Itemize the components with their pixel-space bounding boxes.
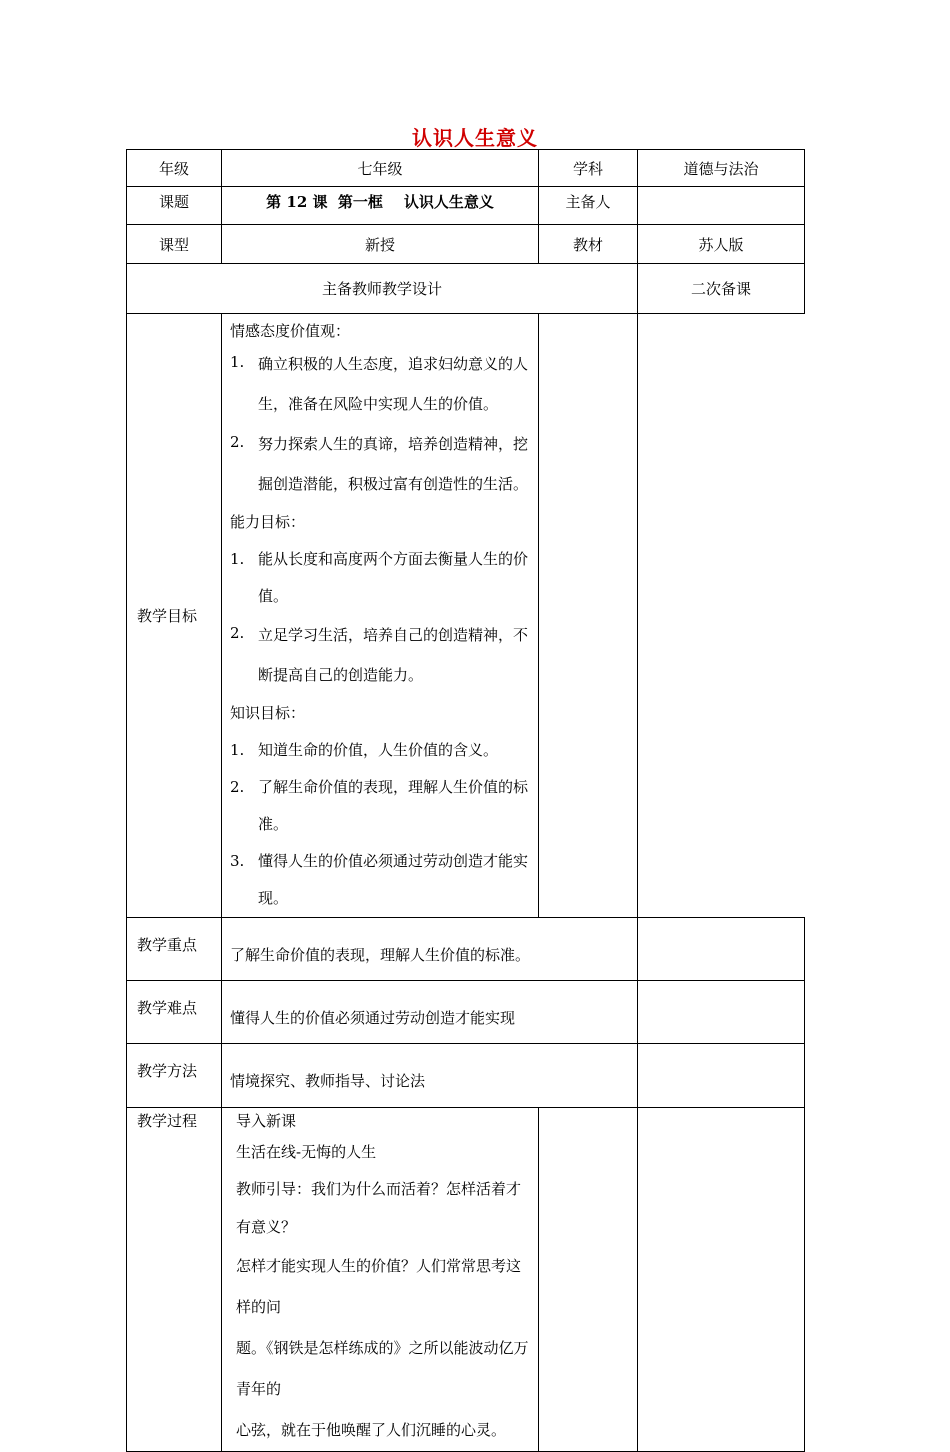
- process-filler: [539, 1108, 638, 1452]
- key-point-row: [127, 918, 805, 981]
- process-row: [127, 1108, 805, 1452]
- ability-title: 能力目标：: [230, 513, 306, 531]
- method-label: 教学方法: [127, 1044, 222, 1108]
- objectives-row: [127, 314, 805, 918]
- key-point-second-prep: [638, 918, 805, 981]
- emotion-title: 情感态度价值观：: [230, 322, 351, 340]
- list-item: 2. 了解生命价值的表现，理解人生价值的标准。: [230, 778, 529, 833]
- process-line: 教师引导：我们为什么而活着？怎样活着才有意义？: [236, 1180, 522, 1236]
- process-content: [222, 1108, 539, 1452]
- difficulty-row: [127, 981, 805, 1044]
- process-line: 生活在线-无悔的人生: [236, 1143, 377, 1161]
- preparer-label: 主备人: [539, 187, 638, 225]
- lesson-plan-table: [126, 149, 805, 1452]
- process-label: 教学过程: [127, 1108, 222, 1452]
- preparer-value: [638, 187, 805, 225]
- list-item: 1. 知道生命的价值，人生价值的含义。: [230, 741, 499, 759]
- type-label: 课型: [127, 225, 222, 264]
- method-row: [127, 1044, 805, 1108]
- subject-label: 学科: [539, 150, 638, 187]
- process-line: 心弦，就在于他唤醒了人们沉睡的心灵。: [236, 1421, 507, 1439]
- design-header: 主备教师教学设计: [127, 264, 638, 314]
- document-title: 认识人生意义: [412, 126, 538, 150]
- process-second-prep: [638, 1108, 805, 1452]
- textbook-value: 苏人版: [638, 225, 805, 264]
- list-item: 1. 确立积极的人生态度，追求妇幼意义的人生，准备在风险中实现人生的价值。: [230, 353, 529, 413]
- difficulty-second-prep: [638, 981, 805, 1044]
- second-prep-header: 二次备课: [638, 264, 805, 314]
- method-second-prep: [638, 1044, 805, 1108]
- knowledge-title: 知识目标：: [230, 704, 306, 722]
- list-item: 3. 懂得人生的价值必须通过劳动创造才能实现。: [230, 852, 529, 907]
- method-text: 情境探究、教师指导、讨论法: [222, 1044, 638, 1108]
- process-line: 题。《钢铁是怎样练成的》之所以能波动亿万青年的: [236, 1339, 529, 1398]
- grade-value: 七年级: [222, 150, 539, 187]
- type-value: 新授: [222, 225, 539, 264]
- design-header-row: [127, 264, 805, 314]
- list-item: 2. 努力探索人生的真谛，培养创造精神，挖掘创造潜能，积极过富有创造性的生活。: [230, 433, 529, 493]
- key-point-label: 教学重点: [127, 918, 222, 981]
- objectives-second-prep: [539, 314, 638, 918]
- difficulty-text: 懂得人生的价值必须通过劳动创造才能实现: [222, 981, 638, 1044]
- topic-label: 课题: [127, 187, 222, 225]
- process-line: 怎样才能实现人生的价值？人们常常思考这样的问: [236, 1257, 522, 1316]
- key-point-text: 了解生命价值的表现，理解人生价值的标准。: [222, 918, 638, 981]
- grade-row: [127, 150, 805, 187]
- textbook-label: 教材: [539, 225, 638, 264]
- difficulty-label: 教学难点: [127, 981, 222, 1044]
- subject-value: 道德与法治: [638, 150, 805, 187]
- type-row: [127, 225, 805, 264]
- topic-value: 第 12 课 第一框 认识人生意义: [222, 187, 539, 225]
- list-item: 2. 立足学习生活，培养自己的创造精神，不断提高自己的创造能力。: [230, 624, 529, 684]
- grade-label: 年级: [127, 150, 222, 187]
- list-item: 1. 能从长度和高度两个方面去衡量人生的价值。: [230, 550, 529, 605]
- objectives-label: 教学目标: [127, 314, 222, 918]
- objectives-content: [222, 314, 539, 918]
- topic-row: [127, 187, 805, 225]
- process-line: 导入新课: [236, 1112, 297, 1130]
